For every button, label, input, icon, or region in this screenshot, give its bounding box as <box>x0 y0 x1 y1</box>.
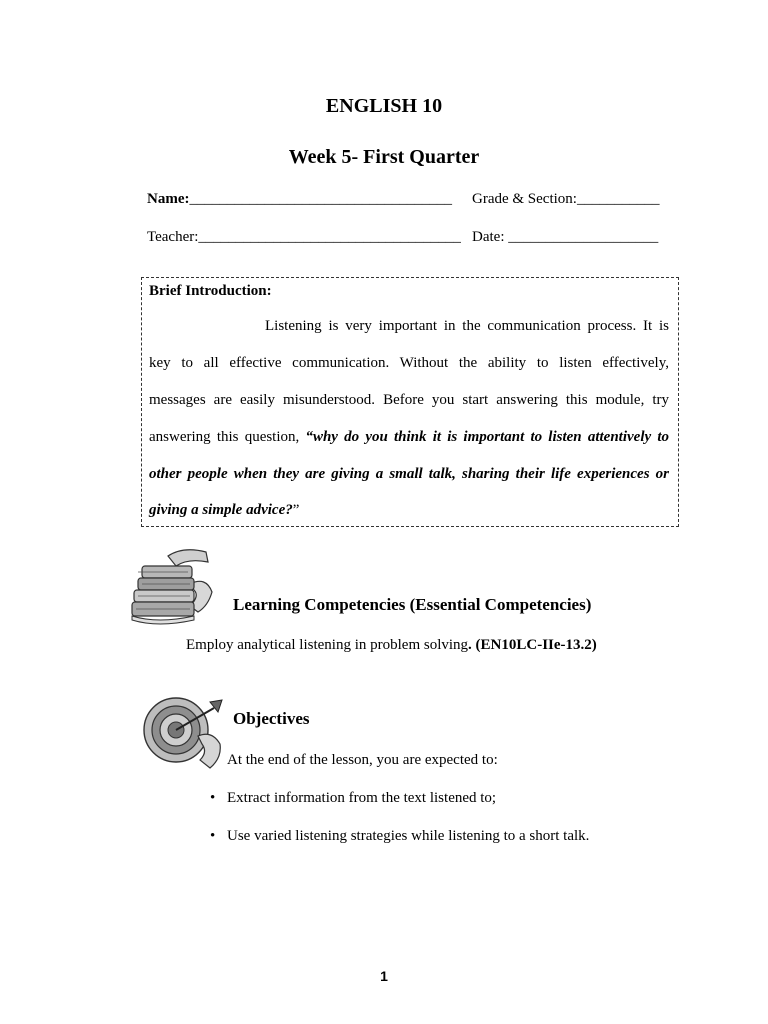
date-line: ____________________ <box>508 229 659 245</box>
page-number: 1 <box>380 968 388 984</box>
introduction-heading: Brief Introduction: <box>149 283 272 299</box>
objective-item-2: • Use varied listening strategies while listening to a short talk. <box>227 828 589 845</box>
objectives-heading: Objectives <box>233 709 310 728</box>
books-icon <box>128 546 216 628</box>
competencies-heading: Learning Competencies (Essential Competencies) <box>233 595 592 614</box>
intro-line-3: messages are easily misunderstood. Before you start answering this module, try <box>149 392 669 408</box>
teacher-line: ___________________________________ <box>198 229 461 245</box>
intro-question-end: giving a simple advice? <box>149 502 293 518</box>
intro-close-quote: ” <box>292 502 300 518</box>
target-icon <box>140 688 230 772</box>
intro-line-6 <box>149 502 299 519</box>
intro-line-1: Listening is very important in the communication process. It is <box>265 318 669 334</box>
teacher-label: Teacher: <box>147 229 199 245</box>
objectives-intro: At the end of the lesson, you are expected to: <box>227 752 498 768</box>
page-title: ENGLISH 10 <box>325 95 443 117</box>
intro-line-4-plain: answering this question, <box>149 429 306 445</box>
page-subtitle: Week 5- First Quarter <box>288 146 480 168</box>
teacher-field <box>147 229 461 246</box>
grade-section-label: Grade & Section: <box>472 191 577 207</box>
grade-section-line: ___________ <box>576 191 660 207</box>
competency-text: Employ analytical listening in problem solving <box>186 637 469 653</box>
competency-code: . (EN10LC-IIe-13.2) <box>468 637 597 653</box>
objective-item-1: • Extract information from the text listened to; <box>227 790 496 807</box>
date-field <box>472 229 658 246</box>
competency-statement <box>186 637 597 654</box>
name-label: Name: <box>147 191 190 207</box>
name-line: ___________________________________ <box>189 191 452 207</box>
date-label: Date: <box>472 229 509 245</box>
intro-line-2: key to all effective communication. Without the ability to listen effectively, <box>149 355 669 371</box>
intro-line-5: other people when they are giving a small talk, sharing their life experiences or <box>149 466 669 482</box>
name-field <box>147 191 452 208</box>
intro-line-4 <box>149 429 669 446</box>
intro-question-start: “why do you think it is important to listen attentively to <box>305 429 669 445</box>
grade-section-field <box>472 191 659 208</box>
